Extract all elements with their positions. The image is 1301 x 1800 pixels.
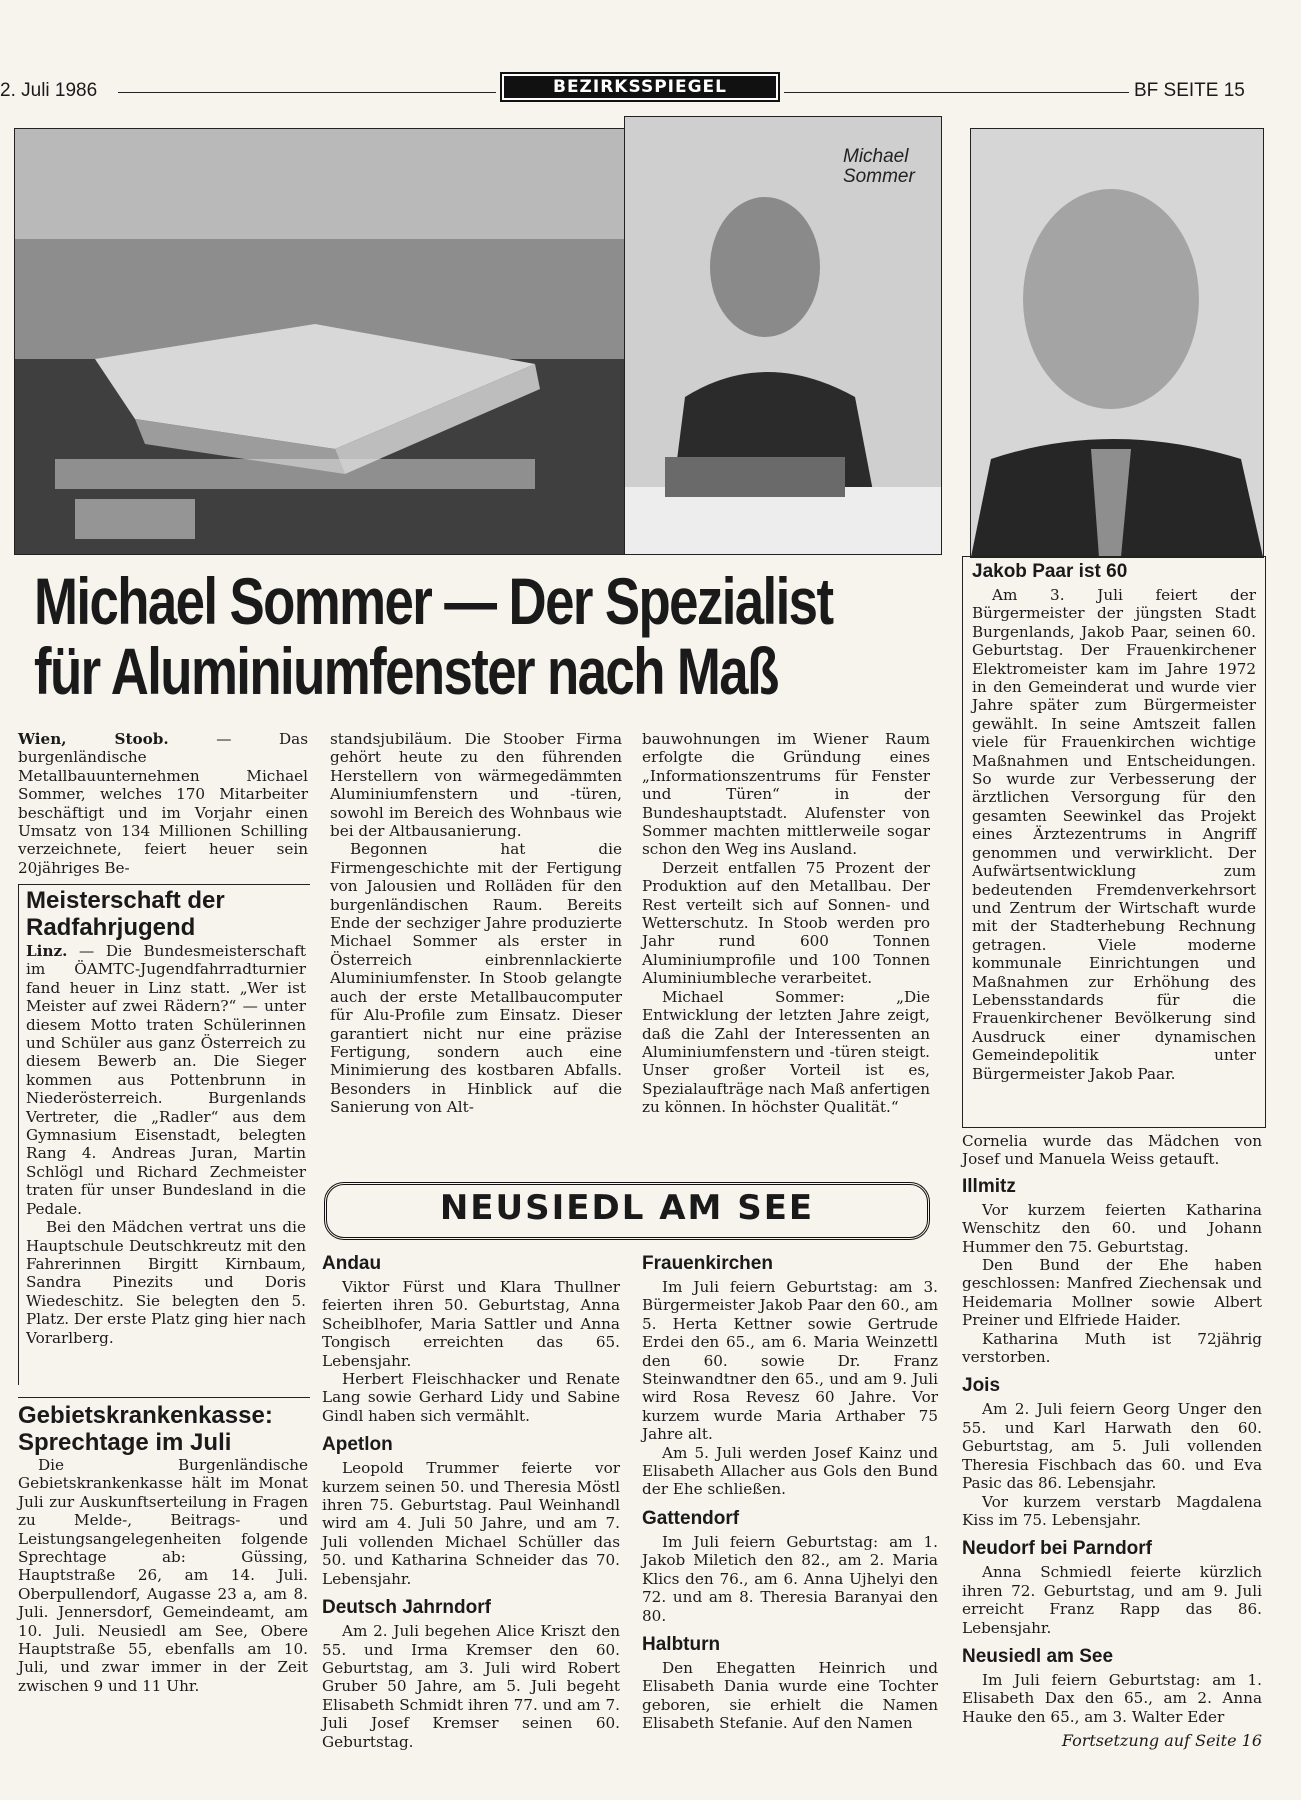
paragraph: Leopold Trummer feierte vor kurzem seinen 50. und Theresia Möstl ihren 75. Geburtstag. Paul Weinhandl wird am 4. Juli 50 Jahre, und am 7. Juli vollenden Michael Schüller das 50. und Katharina Schneider das 70. Lebensjahr. — [322, 1459, 620, 1588]
paragraph: Am 2. Juli begehen Alice Kriszt den 55. und Irma Kremser den 60. Geburtstag, am 3. Juli wird Robert Gruber 50 Jahre, am 5. Juli begeht Elisabeth Schmidt ihren 77. und am 7. Juli Josef Kremser seinen 60. Geburtstag. — [322, 1622, 620, 1751]
paragraph: Am 2. Juli feiern Georg Unger den 55. und Karl Harwath den 60. Geburtstag, am 5. Juli vollenden Theresia Fischbach das 60. und Eva Pasic das 86. Lebensjahr. — [962, 1400, 1262, 1493]
paar-portrait-illustration — [971, 129, 1263, 557]
paar-title: Jakob Paar ist 60 — [972, 561, 1128, 582]
factory-aerial-photo — [14, 128, 626, 555]
town-deutsch-jahrndorf: Deutsch Jahrndorf — [322, 1597, 491, 1619]
paragraph: Katharina Muth ist 72jährig verstorben. — [962, 1329, 1262, 1367]
dateline: Linz. — [26, 942, 68, 960]
paragraph: Im Juli feiern Geburtstag: am 3. Bürgermeister Jakob Paar den 60., am 5. Herta Kettner sowie Gertrude Erdei den 65., am 6. Maria Weinzettl den 60. sowie Dr. Franz Steinwandtner den 65., und am 9. Juli wird Rosa Revesz 60 Jahre. Vor kurzem wurde Maria Arthaber 75 Jahre alt. — [642, 1278, 938, 1444]
paragraph: Herbert Fleischhacker und Renate Lang sowie Gerhard Lidy und Sabine Gindl haben sich vermählt. — [322, 1370, 620, 1425]
headline-line-2: für Aluminiumfenster nach Maß — [34, 634, 778, 708]
gkk-top-rule — [18, 1397, 310, 1398]
town-neusiedl-am-see: Neusiedl am See — [962, 1645, 1114, 1667]
section-kicker — [500, 72, 780, 102]
town-andau: Andau — [322, 1253, 382, 1274]
header-rule-left — [118, 92, 496, 93]
meister-top-rule — [18, 884, 310, 885]
neusiedl-col-c — [962, 1132, 1262, 1751]
paragraph: bauwohnungen im Wiener Raum erfolgte die Gründung eines „Informationszentrums für Fenster und Türen“ in der Bundeshauptstadt. Alufenster von Sommer machten mittlerweile sogar schon den Weg ins Ausland. — [642, 730, 930, 859]
gkk-article — [18, 1456, 308, 1695]
neusiedl-col-a — [322, 1252, 620, 1751]
caption-line-1: Michael — [843, 146, 909, 167]
page-number: BF SEITE 15 — [1134, 80, 1245, 101]
caption-line-2: Sommer — [843, 166, 915, 187]
intro-text: — Die Bundesmeisterschaft im ÖAMTC-Jugendfahrradturnier fand heuer in Linz statt. „Wer ist Meister auf zwei Rädern?“ — unter diesem Motto traten Schülerinnen und Schüler aus ganz Österreich zu diesem Bewerb an. Die Sieger kommen aus Pottenbrunn in Niederösterreich. Burgenlands Vertreter, die „Radler“ aus dem Gymnasium Eisenstadt, belegten Rang 4. Andreas Juran, Martin Schlögl und Richard Zechmeister traten für unser Bundesland in die Pedale. — [26, 942, 306, 1218]
town-illmitz: Illmitz — [962, 1175, 1016, 1197]
main-article-intro — [18, 730, 308, 877]
paragraph: Bei den Mädchen vertrat uns die Hauptschule Deutschkreutz mit den Fahrerinnen Birgitt Kirnbaum, Sandra Pinezits und Doris Wiedeschitz. Sie belegten den 5. Platz. Der erste Platz ging hier nach Vorarlberg. — [26, 1218, 306, 1347]
title-line-2: Sprechtage im Juli — [18, 1429, 232, 1456]
paragraph: Viktor Fürst und Klara Thullner feierten ihren 50. Geburtstag, Anna Scheiblhofer, Maria Sattler und Anna Tongisch erreichten das 65. Lebensjahr. — [322, 1278, 620, 1370]
paragraph: Begonnen hat die Firmengeschichte mit der Fertigung von Jalousien und Rolläden für den burgenländischen Raum. Bereits Ende der sechziger Jahre produzierte Michael Sommer als erster in Österreich einbrennlackierte Aluminiumfenster. In Stoob gelangte auch der erste Metallbaucomputer für Alu-Profile zum Einsatz. Dieser garantiert nicht nur eine präzise Fertigung, sondern auch eine Minimierung des kostbaren Abfalls. Besonders in Hinblick auf die Sanierung von Alt- — [330, 840, 622, 1117]
title-line-1: Gebietskrankenkasse: — [18, 1402, 273, 1429]
paragraph: Die Burgenländische Gebietskrankenkasse hält im Monat Juli zur Auskunftserteilung in Fragen zu Melde-, Beitrags- und Leistungsangelegenheiten folgende Sprechtage ab: Güssing, Hauptstraße 26, am 14. Juli. Oberpullendorf, Augasse 23 a, am 8. Juli. Jennersdorf, Gemeindeamt, am 10. Juli. Neusiedl am See, Obere Hauptstraße 55, ebenfalls am 10. Juli, und zwar immer in der Zeit zwischen 9 und 11 Uhr. — [18, 1456, 308, 1695]
paragraph: Im Juli feiern Geburtstag: am 1. Elisabeth Dax den 65., am 2. Anna Hauke den 65., am 3. Walter Eder — [962, 1670, 1262, 1726]
headline-line-1: Michael Sommer — Der Spezialist — [34, 564, 833, 638]
continuation-note: Fortsetzung auf Seite 16 — [1061, 1731, 1262, 1751]
intro-text: — Das burgenländische Metallbauunternehmen Michael Sommer, welches 170 Mitarbeiter beschäftigt und im Vorjahr einen Umsatz von 134 Millionen Schilling verzeichnete, feiert heuer sein 20jähriges Be- — [18, 730, 308, 877]
main-headline — [34, 566, 832, 706]
main-article-col-3 — [642, 730, 930, 1117]
paar-body: Am 3. Juli feiert der Bürgermeister der jüngsten Stadt Burgenlands, Jakob Paar, seinen 60. Geburtstag. Der Frauenkirchener Elektromeister kam im Jahre 1972 in den Gemeinderat und wurde vier Jahre später zum Bürgermeister gewählt. In seine Amtszeit fallen viele für Frauenkirchen wichtige Maßnahmen und Entscheidungen. So wurde zur Verbesserung der ärztlichen Versorgung für den gesamten Seewinkel das Projekt eines Ärztezentrums in Angriff genommen und verwirklicht. Der Aufwärtsentwicklung zum bedeutenden Fremdenverkehrsort und Zentrum der Wirtschaft wurde mit der Stadterhebung Rechnung getragen. Viele moderne kommunale Einrichtungen und Maßnahmen zur Erhöhung des Lebensstandards für die Frauenkirchener Bevölkerung sind Ausdruck einer dynamischen Gemeindepolitik unter Bürgermeister Jakob Paar. — [972, 586, 1256, 1083]
paragraph: Michael Sommer: „Die Entwicklung der letzten Jahre zeigt, daß die Zahl der Interessenten an Aluminiumfenstern und -türen steigt. Unser großer Vorteil ist es, Spezialaufträge nach Maß anfertigen zu können. In höchster Qualität.“ — [642, 987, 930, 1117]
paragraph: Am 5. Juli werden Josef Kainz und Elisabeth Allacher aus Gols den Bund der Ehe schließen. — [642, 1443, 938, 1499]
paragraph — [26, 942, 306, 1218]
main-article-col-2 — [330, 730, 622, 1117]
paragraph: Im Juli feiern Geburtstag: am 1. Jakob Miletich den 82., am 2. Maria Klics den 76., am 6. Anna Ujhelyi den 72. und am 8. Theresia Baranyai den 80. — [642, 1532, 938, 1625]
header-rule-right — [784, 92, 1129, 93]
town-halbturn: Halbturn — [642, 1633, 721, 1655]
paragraph: Vor kurzem verstarb Magdalena Kiss im 75. Lebensjahr. — [962, 1492, 1262, 1529]
title-line-2: Radfahrjugend — [26, 914, 196, 941]
issue-date: 2. Juli 1986 — [0, 80, 98, 101]
town-jois: Jois — [962, 1375, 1001, 1397]
section-kicker-label: BEZIRKSSPIEGEL — [504, 76, 776, 98]
neusiedl-col-b — [642, 1252, 938, 1733]
paragraph: standsjubiläum. Die Stoober Firma gehört heute zu den führenden Herstellern von wärmegedämmten Aluminiumfenstern und -türen, sowohl im Bereich des Wohnbaus wie bei der Altbausanierung. — [330, 730, 622, 841]
paragraph: Derzeit entfallen 75 Prozent der Produktion auf den Metallbau. Der Rest verteilt sich auf Sonnen- und Wetterschutz. In Stoob werden pro Jahr rund 600 Tonnen Aluminiumprofile und 100 Tonnen Aluminiumbleche verarbeitet. — [642, 858, 930, 988]
meisterschaft-article — [26, 942, 306, 1347]
paragraph: Vor kurzem feierten Katharina Wenschitz den 60. und Johann Hummer den 75. Geburtstag. — [962, 1200, 1262, 1256]
dateline: Wien, Stoob. — [18, 730, 169, 748]
town-frauenkirchen: Frauenkirchen — [642, 1253, 773, 1274]
factory-aerial-illustration — [15, 129, 625, 554]
paragraph: Den Ehegatten Heinrich und Elisabeth Dania wurde eine Tochter geboren, sie erhielt die Namen Elisabeth Stefanie. Auf den Namen — [642, 1658, 938, 1733]
title-line-1: Meisterschaft der — [26, 887, 225, 914]
paragraph: Den Bund der Ehe haben geschlossen: Manfred Ziechensak und Heidemaria Mollner sowie Albert Preiner und Elfriede Haider. — [962, 1256, 1262, 1330]
main-article-col-1 — [18, 730, 308, 877]
meisterschaft-title — [26, 887, 225, 941]
town-gattendorf: Gattendorf — [642, 1507, 740, 1529]
meister-rule — [18, 885, 19, 1385]
paragraph: Cornelia wurde das Mädchen von Josef und Manuela Weiss getauft. — [962, 1132, 1262, 1169]
paragraph: Anna Schmiedl feierte kürzlich ihren 72. Geburtstag, und am 9. Juli erreicht Franz Rapp das 86. Lebensjahr. — [962, 1563, 1262, 1637]
town-apetlon: Apetlon — [322, 1434, 393, 1456]
gkk-title — [18, 1402, 273, 1456]
paar-article — [972, 560, 1256, 1083]
sommer-photo-caption — [843, 147, 915, 187]
jakob-paar-photo — [970, 128, 1264, 558]
town-neudorf: Neudorf bei Parndorf — [962, 1538, 1153, 1560]
region-banner: NEUSIEDL AM SEE — [324, 1182, 930, 1240]
